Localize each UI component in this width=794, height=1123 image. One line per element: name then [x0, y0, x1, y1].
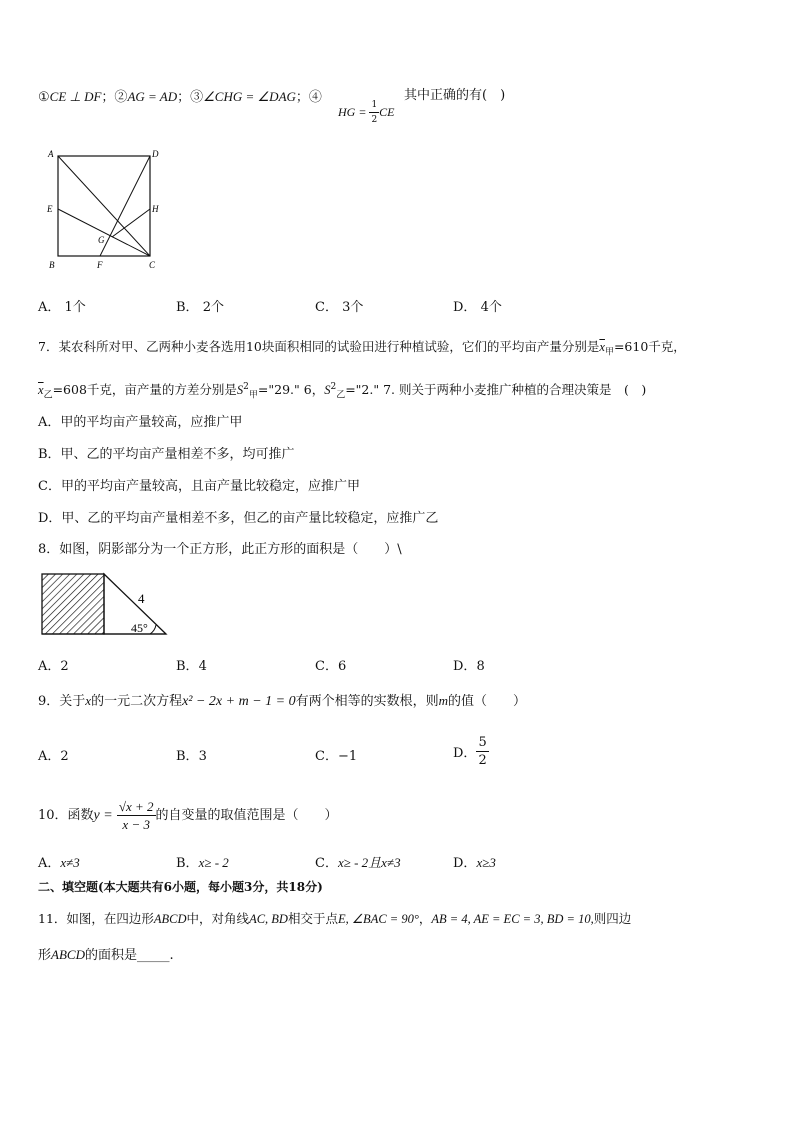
q7-s-jia-sup: 2 — [243, 382, 249, 392]
q6-option-a[interactable] — [38, 296, 86, 315]
q7-option-a[interactable]: A．甲的平均亩产量较高，应推广甲 — [38, 415, 243, 430]
q9-equation: x² − 2x + m − 1 = 0 — [182, 694, 296, 709]
q11-line2-post: 的面积是_____. — [84, 948, 174, 963]
q9-mid2: 有两个相等的实数根，则 — [295, 694, 439, 709]
q6-line-gh — [112, 209, 150, 237]
q9-var-m: m — [438, 693, 449, 708]
q7-xbar-jia: $\overline{x}$ — [599, 340, 605, 354]
q8-option-b[interactable] — [176, 655, 207, 674]
q6-label-e: E — [47, 204, 53, 214]
q7-s-jia-sub: 甲 — [248, 390, 258, 401]
option-letter: C． — [315, 659, 338, 674]
q7-option-c[interactable]: C．甲的平均亩产量较高，且亩产量比较稳定，应推广甲 — [38, 479, 360, 494]
q8-angle-arc — [150, 625, 156, 634]
q11-abcd: ABCD — [153, 912, 187, 926]
q10-fraction — [117, 798, 156, 833]
q9-var-x: x — [85, 693, 92, 708]
q10-post: 的自变量的取值范围是（ ） — [155, 808, 338, 823]
q11-acbd: AC, BD — [249, 912, 288, 926]
q6-statement-3: ∠CHG = ∠DAG — [203, 89, 296, 104]
q7-stem-line1 — [38, 338, 686, 362]
option-letter: B． — [176, 856, 199, 871]
q9-option-b[interactable] — [176, 745, 207, 764]
option-letter: A． — [38, 300, 61, 315]
option-value: −1 — [337, 749, 358, 764]
q9-option-c[interactable] — [315, 745, 357, 764]
q6-line-df — [100, 156, 150, 256]
q7-val-jia: =610千克， — [613, 339, 686, 354]
option-letter: C． — [315, 856, 338, 871]
option-value: 2 — [60, 659, 69, 674]
q11-stem-line1 — [38, 910, 631, 928]
option-value: x≠3 — [60, 855, 80, 870]
q6-label-f: F — [97, 260, 103, 270]
q11-end: 则四边 — [593, 911, 632, 926]
q8-side-label: 4 — [138, 591, 145, 606]
option-letter: B． — [176, 300, 199, 315]
q10-option-d[interactable] — [453, 852, 496, 871]
q10-option-b[interactable] — [176, 852, 229, 871]
q9-d-fraction — [476, 734, 488, 769]
q9-stem — [38, 692, 526, 711]
q6-statement-1: CE ⊥ DF — [49, 89, 102, 104]
q7-s-jia: S — [236, 383, 244, 398]
q6-label-g: G — [98, 235, 105, 245]
option-letter: D． — [453, 746, 477, 761]
q6-circled-3: ；③ — [177, 90, 204, 105]
option-letter: A． — [38, 749, 61, 764]
option-value: x≥ - 2 — [198, 855, 229, 870]
q7-s-yi-sub: 乙 — [336, 390, 346, 401]
q11-cond2: AB = 4, AE = EC = 3, BD = 10, — [431, 912, 594, 926]
option-letter: C． — [315, 749, 338, 764]
option-value: 3 — [198, 749, 207, 764]
q7-stem-line2 — [38, 378, 646, 405]
q6-label-a: A — [48, 149, 54, 159]
q9-pre: 9．关于 — [38, 694, 86, 709]
q11-abcd-2: ABCD — [51, 947, 85, 962]
q7-s-jia-val: ="29." 6， — [257, 382, 325, 398]
option-value: 1个 — [64, 300, 86, 315]
q8-shaded-square — [42, 574, 104, 634]
q6-circled-1: ① — [38, 90, 50, 105]
option-value: x≥ - 2且x≠3 — [337, 855, 401, 870]
q9-d-den: 2 — [478, 753, 487, 768]
q7-s-yi-val: ="2." 7. 则关于两种小麦推广种植的合理决策是 ( ) — [345, 382, 647, 398]
q6-frac-num: 1 — [369, 98, 379, 113]
q6-ce-label: CE — [379, 105, 395, 119]
option-letter: A． — [38, 856, 61, 871]
q7-sub-jia: 甲 — [604, 347, 614, 358]
q6-circled-4: ；④ — [295, 90, 322, 105]
option-letter: D． — [453, 856, 477, 871]
q6-option-b[interactable] — [176, 296, 224, 315]
q6-label-b: B — [49, 260, 55, 270]
q11-sep: ， — [418, 911, 432, 926]
option-letter: B． — [176, 749, 199, 764]
q8-stem: 8．如图，阴影部分为一个正方形，此正方形的面积是（ ）\ — [38, 542, 402, 557]
q6-hg-label: HG = — [338, 105, 370, 119]
q9-option-a[interactable] — [38, 745, 69, 764]
q6-statement-4 — [338, 98, 395, 127]
option-value: 6 — [337, 659, 347, 674]
q10-y-eq: y = — [93, 808, 113, 823]
q9-mid: 的一元二次方程 — [91, 694, 183, 709]
option-value: 3个 — [342, 300, 364, 315]
q9-d-num: 5 — [478, 735, 487, 750]
option-value: 2 — [60, 749, 69, 764]
q11-cond1: E, ∠BAC = 90° — [337, 912, 419, 926]
q7-sub-yi: 乙 — [43, 390, 53, 401]
q10-option-c[interactable] — [315, 852, 401, 871]
q9-option-d[interactable] — [453, 734, 489, 769]
q7-option-b[interactable]: B．甲、乙的平均亩产量相差不多，均可推广 — [38, 447, 295, 462]
q7-s-yi: S — [324, 383, 331, 398]
q10-stem — [38, 796, 338, 836]
q10-option-a[interactable] — [38, 852, 80, 871]
q11-mid2: 相交于点 — [287, 911, 338, 926]
option-letter: D． — [453, 659, 477, 674]
option-value: 8 — [476, 659, 485, 674]
option-letter: A． — [38, 659, 61, 674]
q6-label-d: D — [152, 149, 159, 159]
q6-statement-2: AG = AD — [127, 89, 178, 104]
option-value: 2个 — [202, 300, 224, 315]
q6-option-c[interactable] — [315, 296, 363, 315]
q6-circled-2: ；② — [101, 90, 128, 105]
q8-option-a[interactable] — [38, 655, 69, 674]
q6-square-figure — [40, 145, 170, 275]
q8-option-d[interactable] — [453, 655, 485, 674]
option-value: 4个 — [480, 300, 502, 315]
q8-angle-label: 45° — [131, 621, 148, 635]
q10-pre: 10．函数 — [38, 808, 94, 823]
q6-label-c: C — [149, 260, 156, 270]
q10-denominator: x − 3 — [122, 817, 150, 832]
option-letter: C． — [315, 300, 338, 315]
q6-label-h: H — [152, 204, 159, 214]
q11-mid: 中，对角线 — [186, 911, 250, 926]
option-value: 4 — [198, 659, 207, 674]
option-letter: D． — [453, 300, 477, 315]
option-value: x≥3 — [476, 855, 496, 870]
q6-fraction — [369, 98, 379, 127]
q6-stem — [38, 88, 322, 107]
q7-option-d[interactable]: D．甲、乙的平均亩产量相差不多，但乙的亩产量比较稳定，应推广乙 — [38, 511, 439, 526]
q8-option-c[interactable] — [315, 655, 346, 674]
q7-val-yi: =608千克，亩产量的方差分别是 — [52, 382, 237, 398]
section2-title: 二、填空题(本大题共有6小题，每小题3分，共18分) — [38, 880, 323, 894]
q6-question: 其中正确的有( ) — [404, 88, 506, 103]
option-letter: B． — [176, 659, 199, 674]
q7-text-1: 7．某农科所对甲、乙两种小麦各选用10块面积相同的试验田进行种植试验，它们的平均亩产量分别是 — [38, 339, 600, 354]
q6-frac-den: 2 — [371, 115, 378, 125]
q11-line2-pre: 形 — [38, 948, 52, 963]
q9-post: 的值（ ） — [448, 694, 527, 709]
q8-figure — [38, 570, 173, 640]
q10-numerator: √x + 2 — [118, 799, 154, 814]
q6-option-d[interactable] — [453, 296, 502, 315]
q7-s-yi-sup: 2 — [330, 382, 337, 392]
q7-xbar-yi: $\overline{x}$ — [38, 383, 44, 398]
q11-pre: 11．如图，在四边形 — [38, 911, 154, 926]
q11-stem-line2 — [38, 946, 174, 965]
